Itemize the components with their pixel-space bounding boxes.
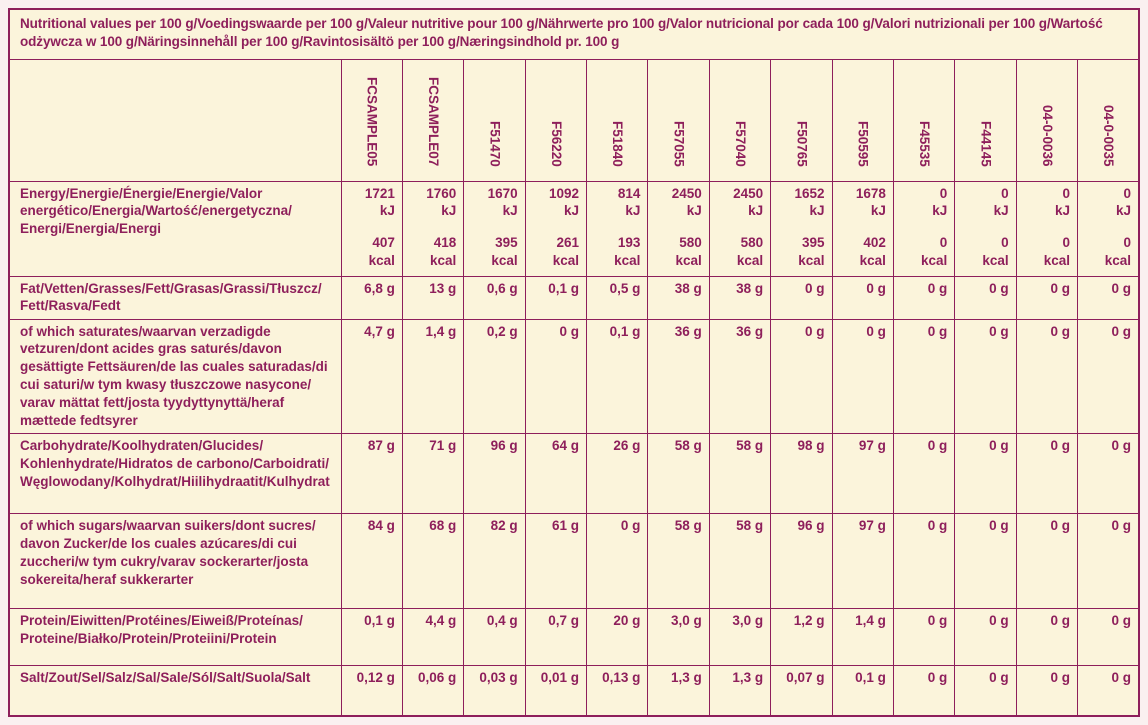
nutrient-row (9, 276, 1139, 319)
energy-value-line: 2450 (671, 185, 702, 201)
energy-value-line: kcal (491, 253, 518, 269)
energy-value-line: 261 (556, 235, 579, 251)
column-header (525, 59, 586, 181)
nutrient-value-cell: 0 g (1016, 666, 1077, 716)
nutrient-value-cell: 38 g (709, 276, 770, 319)
nutrient-value-cell: 0 g (955, 434, 1016, 514)
nutrient-value-cell: 0 g (587, 514, 648, 609)
nutrient-row (9, 514, 1139, 609)
nutrient-value-cell: 0 g (1016, 276, 1077, 319)
energy-value-line: 395 (801, 235, 825, 251)
nutrient-value-cell: 0 g (893, 666, 954, 716)
column-header (341, 59, 402, 181)
nutrient-value-cell: 96 g (464, 434, 525, 514)
energy-kcal-value (528, 234, 579, 270)
nutrient-value-cell: 26 g (587, 434, 648, 514)
nutrient-value-cell: 0 g (1078, 609, 1140, 666)
energy-value-line: kcal (368, 253, 395, 269)
energy-value-line: kcal (798, 253, 825, 269)
title-row (9, 9, 1139, 59)
nutrient-value-cell: 0,01 g (525, 666, 586, 716)
nutrient-value-cell: 0 g (1078, 319, 1140, 434)
energy-value-line: 418 (433, 235, 457, 251)
energy-kcal-value (835, 234, 886, 270)
column-header-label: F44145 (978, 120, 994, 167)
column-header (402, 59, 463, 181)
nutrient-value-cell: 0 g (955, 514, 1016, 609)
energy-value-line: kJ (625, 203, 641, 219)
nutrient-value-cell: 96 g (771, 514, 832, 609)
energy-kcal-value (650, 234, 701, 270)
energy-value-line: 395 (495, 235, 518, 251)
energy-value-cell (955, 181, 1016, 276)
energy-value-cell (832, 181, 893, 276)
energy-kj-value (773, 185, 824, 221)
column-header (832, 59, 893, 181)
nutrient-row (9, 181, 1139, 276)
energy-value-line: 193 (617, 235, 641, 251)
energy-value-cell (525, 181, 586, 276)
energy-kcal-value (1019, 234, 1070, 270)
energy-kcal-value (896, 234, 947, 270)
column-header (709, 59, 770, 181)
energy-kj-value (1080, 185, 1131, 221)
energy-value-line: kcal (675, 253, 702, 269)
nutrient-value-cell: 0,12 g (341, 666, 402, 716)
energy-value-line: kcal (614, 253, 641, 269)
nutrient-value-cell: 0,7 g (525, 609, 586, 666)
column-header (1078, 59, 1140, 181)
nutrient-row (9, 319, 1139, 434)
nutrient-value-cell: 3,0 g (648, 609, 709, 666)
column-header-label: FCSAMPLE05 (364, 77, 380, 167)
energy-value-line: 0 (1001, 185, 1009, 201)
nutrient-value-cell: 58 g (709, 434, 770, 514)
energy-value-cell (402, 181, 463, 276)
nutrient-value-cell: 0,1 g (525, 276, 586, 319)
energy-value-cell (587, 181, 648, 276)
column-header (771, 59, 832, 181)
energy-kj-value (1019, 185, 1070, 221)
nutrient-value-cell: 0 g (1078, 666, 1140, 716)
energy-value-line: 0 (1062, 235, 1070, 251)
energy-value-line: 580 (679, 235, 702, 251)
column-header (464, 59, 525, 181)
nutrient-value-cell: 38 g (648, 276, 709, 319)
energy-kj-value (344, 185, 395, 221)
column-header-label: F45535 (917, 120, 933, 167)
energy-kj-value (835, 185, 886, 221)
energy-kcal-value (405, 234, 456, 270)
corner-cell (9, 59, 341, 181)
nutrient-value-cell: 84 g (341, 514, 402, 609)
nutrient-value-cell: 0,6 g (464, 276, 525, 319)
nutrient-value-cell: 4,4 g (402, 609, 463, 666)
nutrient-value-cell: 0 g (1016, 609, 1077, 666)
column-header (648, 59, 709, 181)
nutrient-label: Protein/Eiwitten/Protéines/Eiweiß/Proteínas/Proteine/Białko/Protein/Proteiini/Protein (9, 609, 341, 666)
energy-value-line: kJ (563, 203, 579, 219)
nutrient-value-cell: 61 g (525, 514, 586, 609)
nutrient-value-cell: 36 g (648, 319, 709, 434)
energy-kj-value (405, 185, 456, 221)
nutrient-value-cell: 0 g (832, 276, 893, 319)
energy-kcal-value (1080, 234, 1131, 270)
nutrient-value-cell: 1,2 g (771, 609, 832, 666)
energy-value-line: 0 (939, 185, 948, 201)
column-header (1016, 59, 1077, 181)
energy-kcal-value (589, 234, 640, 270)
energy-value-cell (893, 181, 954, 276)
energy-value-line: 814 (617, 185, 641, 201)
nutrition-table (8, 8, 1140, 717)
energy-value-line: kcal (859, 253, 886, 269)
energy-kcal-value (712, 234, 763, 270)
nutrient-value-cell: 0 g (893, 319, 954, 434)
nutrient-value-cell: 0 g (1078, 276, 1140, 319)
energy-value-line: kJ (502, 203, 518, 219)
nutrient-value-cell: 0 g (1078, 434, 1140, 514)
nutrient-value-cell: 0,13 g (587, 666, 648, 716)
nutrient-value-cell: 0 g (525, 319, 586, 434)
nutrient-value-cell: 0,06 g (402, 666, 463, 716)
energy-value-line: 580 (740, 235, 764, 251)
column-header-label: 04-0-0036 (1039, 104, 1055, 167)
energy-value-line: kJ (870, 203, 886, 219)
energy-value-line: kcal (1043, 253, 1070, 269)
column-header-label: F51840 (610, 120, 626, 167)
nutrient-label: Fat/Vetten/Grasses/Fett/Grasas/Grassi/Tłuszcz/Fett/Rasva/Fedt (9, 276, 341, 319)
nutrient-value-cell: 71 g (402, 434, 463, 514)
nutrient-value-cell: 13 g (402, 276, 463, 319)
nutrient-value-cell: 0,2 g (464, 319, 525, 434)
column-header-label: F50595 (855, 120, 871, 167)
nutrient-label: of which saturates/waarvan verzadigde vetzuren/dont acides gras saturés/davon gesättigte Fettsäuren/de las cuales saturadas/di cui saturi/w tym kwasy tłuszczowe nasycone/varav mättat fett/josta tyydyttynyttä/heraf mættede fedtsyrer (9, 319, 341, 434)
nutrient-value-cell: 6,8 g (341, 276, 402, 319)
nutrient-value-cell: 1,4 g (402, 319, 463, 434)
energy-kj-value (896, 185, 947, 221)
energy-value-line: 1670 (487, 185, 518, 201)
column-header-label: F56220 (548, 120, 564, 167)
nutrient-value-cell: 0 g (1016, 434, 1077, 514)
energy-kcal-value (773, 234, 824, 270)
energy-value-line: kJ (809, 203, 825, 219)
column-header-label: F51470 (487, 120, 503, 167)
energy-value-line: 0 (1123, 235, 1131, 251)
nutrient-value-cell: 0,4 g (464, 609, 525, 666)
nutrient-value-cell: 58 g (648, 514, 709, 609)
energy-kcal-value (344, 234, 395, 270)
nutrient-rows (9, 181, 1139, 716)
nutrient-value-cell: 0,1 g (587, 319, 648, 434)
nutrient-label: Carbohydrate/Koolhydraten/Glucides/Kohlenhydrate/Hidratos de carbono/Carboidrati/Węglowodany/Kolhydrat/Hiilihydraatit/Kulhydrat (9, 434, 341, 514)
nutrient-value-cell: 0 g (1078, 514, 1140, 609)
energy-value-line: kcal (429, 253, 457, 269)
energy-value-line: 1652 (794, 185, 825, 201)
energy-value-line: 0 (1123, 185, 1131, 201)
nutrient-value-cell: 64 g (525, 434, 586, 514)
nutrient-value-cell: 0,03 g (464, 666, 525, 716)
energy-value-cell (771, 181, 832, 276)
column-header (587, 59, 648, 181)
nutrient-value-cell: 0,5 g (587, 276, 648, 319)
nutrient-label: Energy/Energie/Énergie/Energie/Valor energético/Energia/Wartość/energetyczna/Energi/Energia/Energi (9, 181, 341, 276)
energy-value-line: 1678 (855, 185, 886, 201)
nutrient-value-cell: 1,4 g (832, 609, 893, 666)
energy-value-cell (1016, 181, 1077, 276)
nutrient-value-cell: 58 g (648, 434, 709, 514)
energy-value-line: kcal (982, 253, 1009, 269)
nutrient-label: Salt/Zout/Sel/Salz/Sal/Sale/Sól/Salt/Suola/Salt (9, 666, 341, 716)
nutrient-value-cell: 0 g (955, 666, 1016, 716)
nutrient-row (9, 666, 1139, 716)
nutrient-value-cell: 82 g (464, 514, 525, 609)
energy-value-cell (648, 181, 709, 276)
nutrient-value-cell: 0 g (893, 276, 954, 319)
nutrient-value-cell: 36 g (709, 319, 770, 434)
column-header (893, 59, 954, 181)
nutrient-value-cell: 97 g (832, 434, 893, 514)
energy-value-line: kcal (1104, 253, 1131, 269)
energy-value-line: kJ (686, 203, 702, 219)
nutrient-value-cell: 1,3 g (648, 666, 709, 716)
energy-value-cell (709, 181, 770, 276)
nutrient-value-cell: 0,07 g (771, 666, 832, 716)
energy-kj-value (650, 185, 701, 221)
energy-value-line: kJ (441, 203, 457, 219)
energy-value-line: kJ (932, 203, 948, 219)
energy-value-line: 1760 (426, 185, 457, 201)
nutrient-value-cell: 58 g (709, 514, 770, 609)
nutrient-value-cell: 0,1 g (341, 609, 402, 666)
nutrient-value-cell: 4,7 g (341, 319, 402, 434)
energy-value-line: 402 (863, 235, 886, 251)
energy-value-line: 407 (372, 235, 395, 251)
energy-value-line: 0 (939, 235, 948, 251)
nutrient-value-cell: 0 g (955, 319, 1016, 434)
nutrient-value-cell: 20 g (587, 609, 648, 666)
energy-value-line: 0 (1001, 235, 1009, 251)
nutrient-value-cell: 0 g (955, 276, 1016, 319)
column-header (955, 59, 1016, 181)
table-title: Nutritional values per 100 g/Voedingswaarde per 100 g/Valeur nutritive pour 100 g/Nährwerte pro 100 g/Valor nutricional por cada 100 g/Valori nutrizionali per 100 g/Wartość odżywcza w 100 g/Näringsinnehåll per 100 g/Ravintosisältö per 100 g/Næringsindhold pr. 100 g (9, 9, 1139, 59)
nutrient-label: of which sugars/waarvan suikers/dont sucres/davon Zucker/de los cuales azúcares/di cui zuccheri/w tym cukry/varav sockerarter/josta sokereita/heraf sukkerarter (9, 514, 341, 609)
nutrient-value-cell: 0 g (1016, 514, 1077, 609)
nutrient-row (9, 434, 1139, 514)
column-header-label: FCSAMPLE07 (426, 77, 442, 167)
energy-value-cell (1078, 181, 1140, 276)
energy-value-line: 0 (1062, 185, 1070, 201)
nutrient-value-cell: 0 g (893, 434, 954, 514)
energy-value-line: kcal (552, 253, 579, 269)
energy-value-line: 2450 (733, 185, 764, 201)
energy-value-line: kJ (379, 203, 395, 219)
nutrient-value-cell: 68 g (402, 514, 463, 609)
energy-kcal-value (466, 234, 517, 270)
energy-value-line: kJ (1115, 203, 1131, 219)
energy-kj-value (528, 185, 579, 221)
energy-kj-value (466, 185, 517, 221)
column-header-label: 04-0-0035 (1100, 104, 1116, 167)
energy-value-line: kJ (748, 203, 764, 219)
nutrient-value-cell: 98 g (771, 434, 832, 514)
energy-kj-value (712, 185, 763, 221)
energy-value-line: kJ (993, 203, 1009, 219)
column-header-label: F50765 (794, 120, 810, 167)
column-header-label: F57055 (671, 120, 687, 167)
nutrient-value-cell: 0 g (1016, 319, 1077, 434)
nutrient-value-cell: 0,1 g (832, 666, 893, 716)
energy-kj-value (589, 185, 640, 221)
energy-value-line: 1721 (364, 185, 395, 201)
column-header-label: F57040 (732, 120, 748, 167)
nutrient-value-cell: 0 g (832, 319, 893, 434)
nutrient-value-cell: 0 g (955, 609, 1016, 666)
energy-value-line: kJ (1054, 203, 1070, 219)
energy-value-cell (464, 181, 525, 276)
energy-value-line: 1092 (548, 185, 579, 201)
column-header-row (9, 59, 1139, 181)
nutrient-value-cell: 3,0 g (709, 609, 770, 666)
nutrient-value-cell: 97 g (832, 514, 893, 609)
energy-kj-value (957, 185, 1008, 221)
nutrient-value-cell: 0 g (893, 514, 954, 609)
nutrient-value-cell: 0 g (771, 319, 832, 434)
nutrient-value-cell: 87 g (341, 434, 402, 514)
energy-value-line: kcal (736, 253, 764, 269)
nutrient-value-cell: 0 g (893, 609, 954, 666)
nutrient-row (9, 609, 1139, 666)
energy-value-cell (341, 181, 402, 276)
energy-value-line: kcal (920, 253, 948, 269)
nutrient-value-cell: 1,3 g (709, 666, 770, 716)
nutrient-value-cell: 0 g (771, 276, 832, 319)
energy-kcal-value (957, 234, 1008, 270)
